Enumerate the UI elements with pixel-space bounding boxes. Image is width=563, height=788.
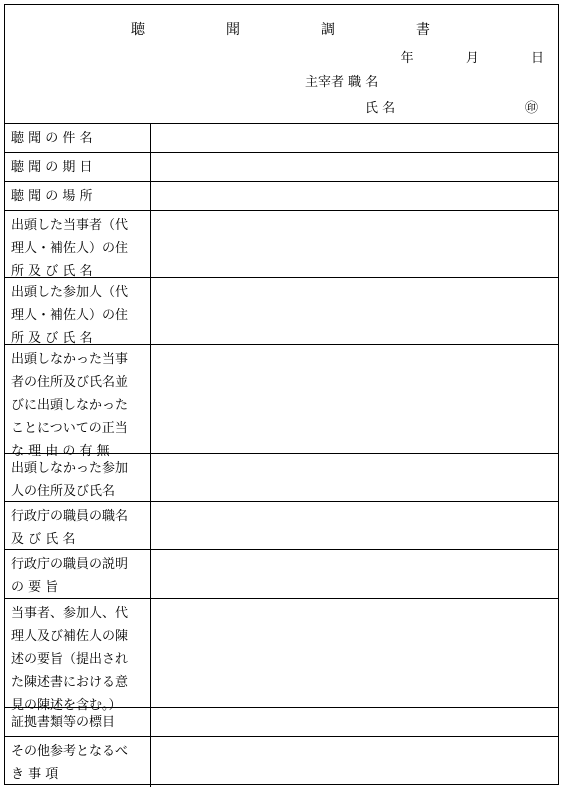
- row-label: 当事者、参加人、代 理人及び補佐人の陳 述の要旨（提出され た陳述書における意 見の陳述を含む。）: [5, 599, 151, 707]
- page-title: [5, 19, 558, 39]
- row-value-field[interactable]: [151, 211, 558, 277]
- title-char-2: 聞: [226, 22, 242, 38]
- table-row: [5, 124, 558, 153]
- row-value-field[interactable]: [151, 737, 558, 787]
- table-row: [5, 737, 558, 787]
- row-value-field[interactable]: [151, 153, 558, 181]
- title-char-3: 調: [321, 22, 337, 38]
- row-label: 行政庁の職員の説明 の 要 旨: [5, 550, 151, 598]
- record-table: [5, 123, 558, 787]
- table-row: [5, 454, 558, 502]
- table-row: [5, 153, 558, 182]
- row-label: 出頭しなかった参加 人の住所及び氏名: [5, 454, 151, 501]
- presider-name-label: 氏 名: [365, 101, 396, 116]
- row-label: 行政庁の職員の職名 及 び 氏 名: [5, 502, 151, 549]
- row-value-field[interactable]: [151, 278, 558, 344]
- row-label: 証拠書類等の標目: [5, 708, 151, 736]
- row-value-field[interactable]: [151, 599, 558, 707]
- date-line: [391, 47, 544, 66]
- row-value-field[interactable]: [151, 502, 558, 549]
- row-label: 出頭した参加人（代 理人・補佐人）の住 所 及 び 氏 名: [5, 278, 151, 344]
- table-row: [5, 708, 558, 737]
- table-row: [5, 278, 558, 345]
- year-label: 年: [400, 51, 414, 66]
- row-value-field[interactable]: [151, 708, 558, 736]
- day-label: 日: [530, 51, 544, 66]
- title-char-4: 書: [416, 22, 432, 38]
- row-value-field[interactable]: [151, 124, 558, 152]
- presider-position: 主宰者 職 名: [305, 75, 379, 90]
- seal-mark: ㊞: [525, 101, 539, 116]
- row-value-field[interactable]: [151, 182, 558, 210]
- table-row: [5, 211, 558, 278]
- row-label: 聴 聞 の 件 名: [5, 124, 151, 152]
- title-char-1: 聴: [131, 22, 147, 38]
- table-row: [5, 599, 558, 713]
- row-value-field[interactable]: [151, 550, 558, 598]
- row-label: 出頭しなかった当事 者の住所及び氏名並 びに出頭しなかった ことについての正当 な 理 由 の 有 無: [5, 345, 151, 453]
- row-value-field[interactable]: [151, 454, 558, 501]
- row-label: 聴 聞 の 期 日: [5, 153, 151, 181]
- row-label: 聴 聞 の 場 所: [5, 182, 151, 210]
- row-label: 出頭した当事者（代 理人・補佐人）の住 所 及 び 氏 名: [5, 211, 151, 277]
- hearing-record-form: [4, 4, 559, 785]
- form-header: [5, 5, 558, 123]
- row-value-field[interactable]: [151, 345, 558, 453]
- month-label: 月: [465, 51, 479, 66]
- table-row: [5, 550, 558, 599]
- row-label: その他参考となるべ き 事 項: [5, 737, 151, 787]
- table-row: [5, 182, 558, 211]
- table-row: [5, 502, 558, 550]
- table-row: [5, 345, 558, 459]
